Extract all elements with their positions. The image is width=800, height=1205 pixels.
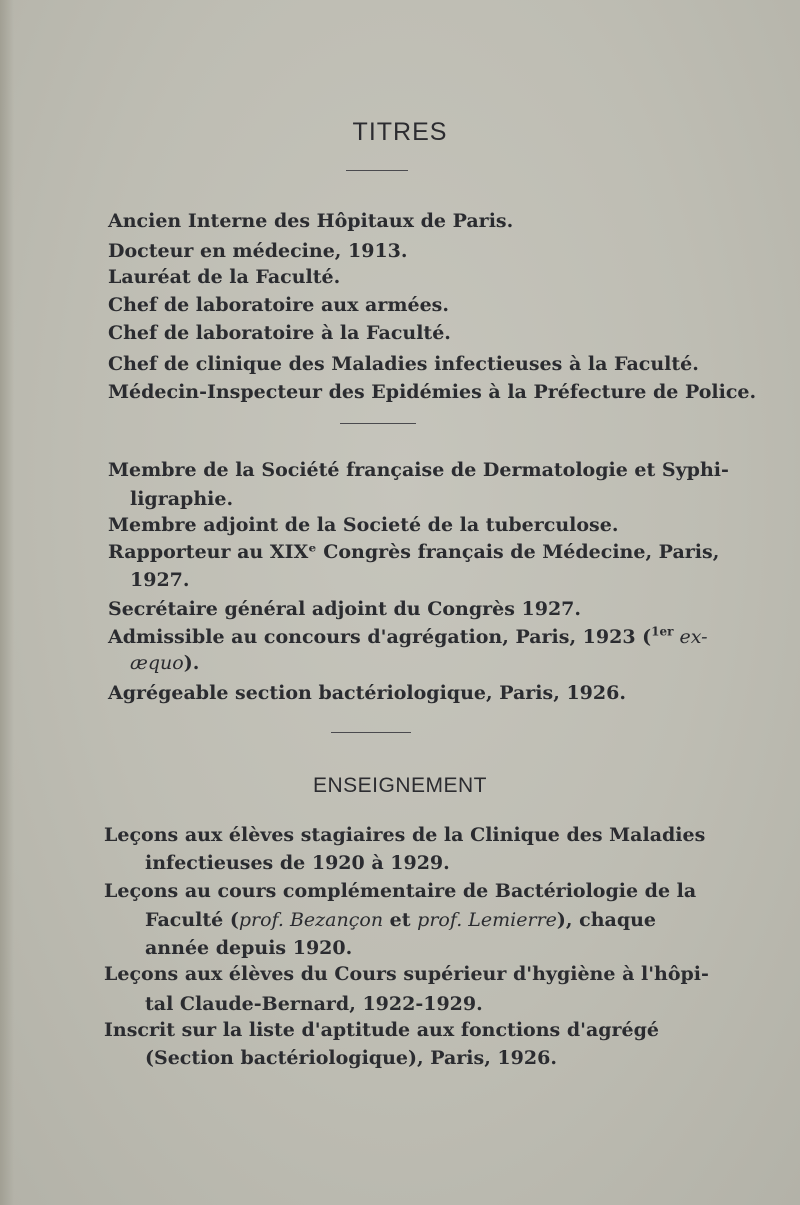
inscrit-line-1: Inscrit sur la liste d'aptitude aux fonctions d'agrégé bbox=[104, 1019, 660, 1041]
titre-line-7: Médecin-Inspecteur des Epidémies à la Préfecture de Police. bbox=[108, 381, 757, 403]
enseignement-heading: ENSEIGNEMENT bbox=[312, 774, 488, 797]
titre-line-2: Docteur en médecine, 1913. bbox=[108, 240, 408, 262]
lecons-complementaire-line-2 bbox=[145, 905, 656, 935]
rapporteur-line-2: 1927. bbox=[130, 569, 190, 591]
prof-lemierre: prof. Lemierre bbox=[417, 909, 557, 931]
lecons-hygiene-line-2: tal Claude-Bernard, 1922-1929. bbox=[145, 993, 483, 1015]
lecons-complementaire-line-1: Leçons au cours complémentaire de Bactériologie de la bbox=[104, 880, 697, 902]
aequo-close: ). bbox=[183, 652, 200, 674]
admissible-italic: ex- bbox=[673, 626, 708, 648]
inscrit-line-2: (Section bactériologique), Paris, 1926. bbox=[145, 1047, 557, 1069]
membre-dermatologie-line-1: Membre de la Société française de Dermatologie et Syphi- bbox=[108, 459, 729, 481]
membre-dermatologie-line-2: ligraphie. bbox=[130, 488, 234, 510]
titre-line-4: Chef de laboratoire aux armées. bbox=[108, 294, 449, 316]
titres-divider bbox=[346, 170, 408, 171]
lecons-complementaire-line-3: année depuis 1920. bbox=[145, 937, 353, 959]
admissible-text: Admissible au concours d'agrégation, Paris, 1923 ( bbox=[108, 626, 652, 648]
agregeable-line: Agrégeable section bactériologique, Paris, 1926. bbox=[108, 682, 626, 704]
page-edge-shadow bbox=[0, 0, 14, 1205]
titre-line-5: Chef de laboratoire à la Faculté. bbox=[108, 322, 451, 344]
section-divider-1 bbox=[340, 423, 416, 424]
rapporteur-line-1: Rapporteur au XIXᵉ Congrès français de Médecine, Paris, bbox=[108, 541, 720, 563]
titre-line-3: Lauréat de la Faculté. bbox=[108, 266, 341, 288]
admissible-superscript: 1er bbox=[651, 624, 674, 639]
lecons-hygiene-line-1: Leçons aux élèves du Cours supérieur d'hygiène à l'hôpi- bbox=[104, 963, 709, 985]
lecons-stagiaires-line-1: Leçons aux élèves stagiaires de la Clinique des Maladies bbox=[104, 824, 706, 846]
lecons-stagiaires-line-2: infectieuses de 1920 à 1929. bbox=[145, 852, 450, 874]
section-divider-2 bbox=[331, 732, 411, 733]
aequo-italic: æquo bbox=[130, 652, 184, 674]
et-text: et bbox=[383, 909, 418, 931]
chaque-text: ), chaque bbox=[556, 909, 657, 931]
admissible-line-2 bbox=[130, 648, 199, 678]
titres-heading: TITRES bbox=[352, 118, 448, 146]
faculte-text: Faculté ( bbox=[145, 909, 239, 931]
titre-line-6: Chef de clinique des Maladies infectieuses à la Faculté. bbox=[108, 353, 699, 375]
prof-bezancon: prof. Bezançon bbox=[238, 909, 384, 931]
membre-tuberculose-line: Membre adjoint de la Societé de la tuberculose. bbox=[108, 514, 619, 536]
titre-line-1: Ancien Interne des Hôpitaux de Paris. bbox=[108, 210, 514, 232]
secretaire-line: Secrétaire général adjoint du Congrès 1927. bbox=[108, 598, 582, 620]
